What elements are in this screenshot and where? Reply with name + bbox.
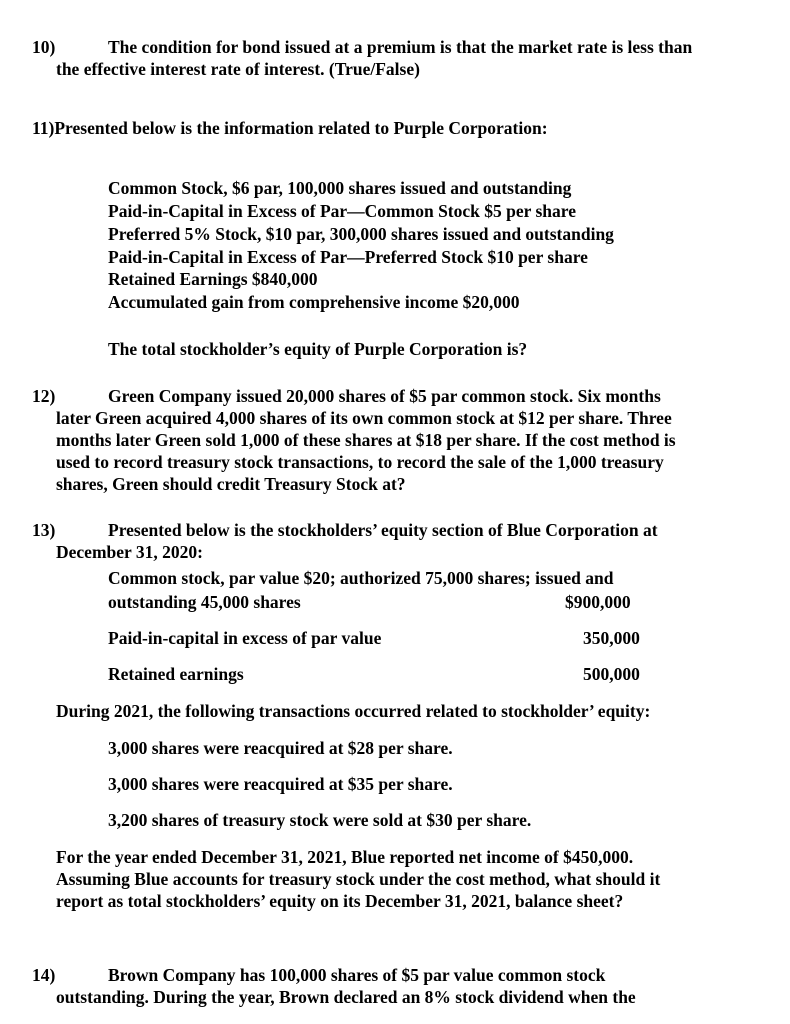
question-text-line: shares, Green should credit Treasury Stock at? <box>56 474 406 494</box>
equity-line-value: $900,000 <box>565 592 631 612</box>
equity-line-value: 350,000 <box>583 628 640 648</box>
question-heading: 11)Presented below is the information related to Purple Corporation: <box>32 118 548 138</box>
question-number: 13) <box>32 520 56 540</box>
question-text-line: the effective interest rate of interest. (True/False) <box>56 59 420 79</box>
info-line: Paid-in-Capital in Excess of Par—Common Stock $5 per share <box>108 201 576 221</box>
question-text-line: report as total stockholders’ equity on its December 31, 2021, balance sheet? <box>56 891 624 911</box>
transaction-line: 3,200 shares of treasury stock were sold at $30 per share. <box>108 810 532 830</box>
equity-line-label: Paid-in-capital in excess of par value <box>108 628 382 648</box>
question-text-line: used to record treasury stock transactions, to record the sale of the 1,000 treasury <box>56 452 664 472</box>
question-number: 14) <box>32 965 56 985</box>
question-text-line: later Green acquired 4,000 shares of its own common stock at $12 per share. Three <box>56 408 672 428</box>
transaction-line: 3,000 shares were reacquired at $35 per share. <box>108 774 453 794</box>
question-text-line: The condition for bond issued at a premium is that the market rate is less than <box>108 37 693 57</box>
question-text-line: Presented below is the stockholders’ equity section of Blue Corporation at <box>108 520 658 540</box>
equity-line-label: Common stock, par value $20; authorized 75,000 shares; issued and <box>108 568 614 588</box>
question-text-line: December 31, 2020: <box>56 542 203 562</box>
info-line: Paid-in-Capital in Excess of Par—Preferred Stock $10 per share <box>108 247 588 267</box>
info-line: Accumulated gain from comprehensive income $20,000 <box>108 292 520 312</box>
equity-line-value: 500,000 <box>583 664 640 684</box>
question-number: 12) <box>32 386 56 406</box>
question-text-line: During 2021, the following transactions occurred related to stockholder’ equity: <box>56 701 651 721</box>
question-text-line: For the year ended December 31, 2021, Blue reported net income of $450,000. <box>56 847 634 867</box>
question-text-line: Assuming Blue accounts for treasury stock under the cost method, what should it <box>56 869 661 889</box>
question-text-line: Green Company issued 20,000 shares of $5 par common stock. Six months <box>108 386 661 406</box>
question-text-line: months later Green sold 1,000 of these shares at $18 per share. If the cost method is <box>56 430 676 450</box>
equity-line-label: Retained earnings <box>108 664 244 684</box>
transaction-line: 3,000 shares were reacquired at $28 per share. <box>108 738 453 758</box>
info-line: Common Stock, $6 par, 100,000 shares issued and outstanding <box>108 178 572 198</box>
question-number: 10) <box>32 37 56 57</box>
info-line: Preferred 5% Stock, $10 par, 300,000 shares issued and outstanding <box>108 224 614 244</box>
question-text-line: outstanding. During the year, Brown declared an 8% stock dividend when the <box>56 987 636 1007</box>
question-prompt: The total stockholder’s equity of Purple Corporation is? <box>108 339 528 359</box>
equity-line-label: outstanding 45,000 shares <box>108 592 301 612</box>
question-text-line: Brown Company has 100,000 shares of $5 par value common stock <box>108 965 606 985</box>
info-line: Retained Earnings $840,000 <box>108 269 318 289</box>
